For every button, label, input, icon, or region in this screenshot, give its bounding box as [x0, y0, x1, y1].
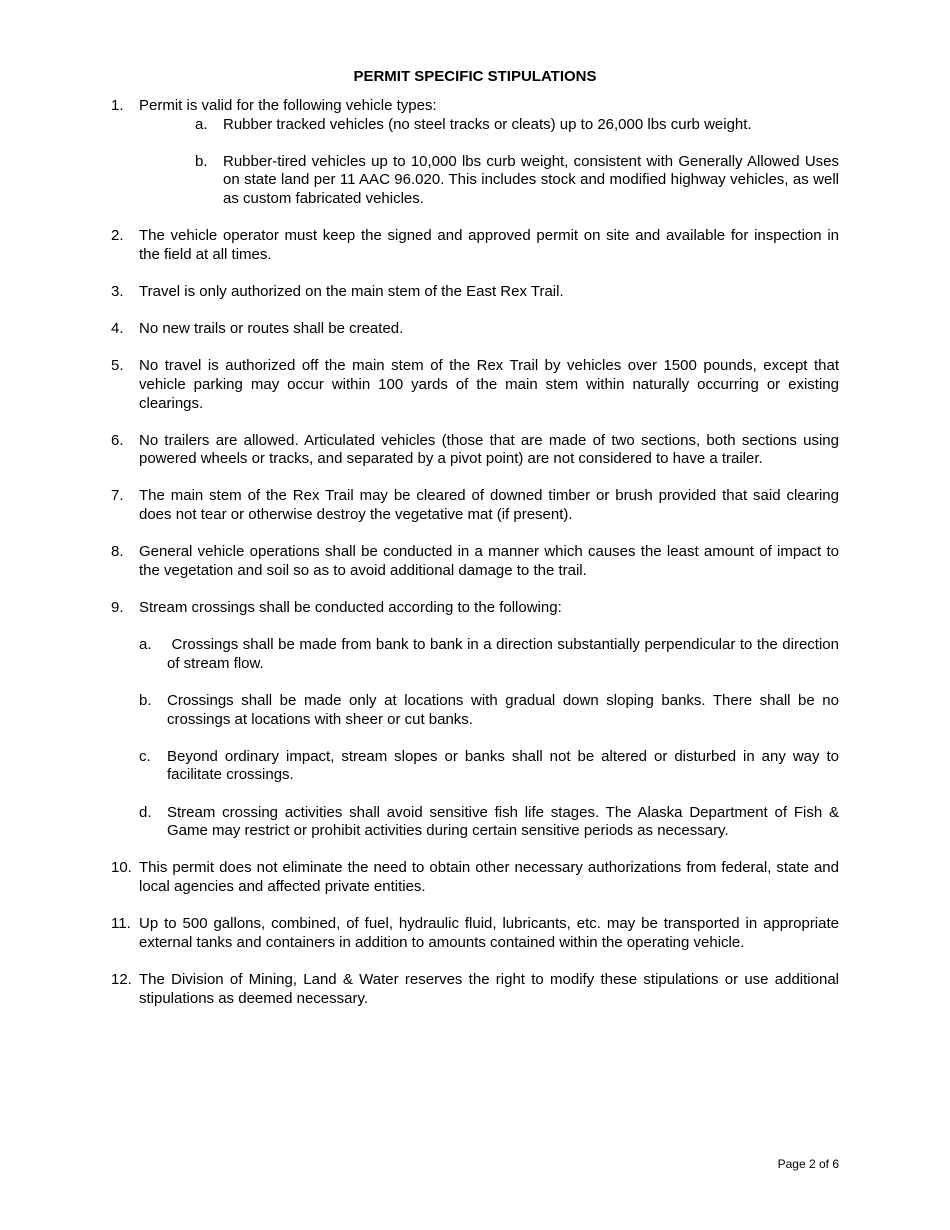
sub-item-text: Crossings shall be made from bank to bank in a direction substantially perpendicular to the direction of stream flow.: [167, 636, 844, 672]
page-number: Page 2 of 6: [777, 1157, 839, 1171]
list-item: [111, 599, 844, 841]
item-text: Up to 500 gallons, combined, of fuel, hydraulic fluid, lubricants, etc. may be transported in appropriate external tanks and containers in addition to amounts contained within the operating vehicle.: [139, 915, 839, 951]
sub-item: [139, 804, 839, 841]
sub-item-letter: b.: [139, 692, 152, 709]
item-number: 11.: [111, 915, 131, 933]
item-text: No trailers are allowed. Articulated vehicles (those that are made of two sections, both sections using powered wheels or tracks, and separated by a pivot point) are not considered to have a trailer.: [139, 431, 839, 468]
item-number: 4.: [111, 320, 124, 338]
sub-item-text: Beyond ordinary impact, stream slopes or banks shall not be altered or disturbed in any way to facilitate crossings.: [167, 747, 839, 784]
sub-item: [195, 153, 839, 209]
sub-item-text: Crossings shall be made only at locations with gradual down sloping banks. There shall be no crossings at locations with sheer or cut banks.: [167, 692, 839, 728]
list-item: [111, 283, 839, 302]
list-item: [111, 432, 839, 469]
item-text: Permit is valid for the following vehicle types:: [139, 97, 437, 114]
list-item: [111, 227, 839, 264]
item-text: No travel is authorized off the main stem of the Rex Trail by vehicles over 1500 pounds, except that vehicle parking may occur within 100 yards of the main stem within naturally occurring or existing clearings.: [139, 357, 839, 412]
sub-item: [139, 748, 839, 785]
list-item: [111, 97, 839, 209]
item-text: Stream crossings shall be conducted according to the following:: [139, 599, 562, 617]
list-item: [111, 543, 839, 580]
list-item: [111, 971, 839, 1008]
item-number: 12.: [111, 970, 132, 988]
item-text: Travel is only authorized on the main stem of the East Rex Trail.: [139, 282, 564, 300]
sub-item-letter: a.: [139, 636, 152, 654]
item-number: 1.: [111, 97, 124, 114]
sub-item-text: Stream crossing activities shall avoid sensitive fish life stages. The Alaska Department of Fish & Game may restrict or prohibit activities during certain sensitive periods as necessary.: [167, 803, 839, 840]
item-text: The vehicle operator must keep the signed and approved permit on site and available for inspection in the field at all times.: [139, 227, 839, 263]
list-item: [111, 915, 839, 952]
sub-item: [195, 116, 839, 135]
list-item: [111, 320, 839, 339]
sub-item-text: Rubber-tired vehicles up to 10,000 lbs curb weight, consistent with Generally Allowed Uses on state land per 11 AAC 96.020. This includes stock and modified highway vehicles, as well as custom fabricated vehicles.: [223, 152, 839, 207]
sub-item-letter: c.: [139, 747, 151, 765]
sub-item-letter: d.: [139, 803, 152, 821]
item-text: General vehicle operations shall be conducted in a manner which causes the least amount of impact to the vegetation and soil so as to avoid additional damage to the trail.: [139, 543, 839, 579]
page-title: PERMIT SPECIFIC STIPULATIONS: [353, 68, 597, 85]
item-number: 2.: [111, 227, 124, 245]
item-number: 5.: [111, 357, 124, 375]
item-text: No new trails or routes shall be created.: [139, 320, 404, 338]
sub-item-letter: a.: [195, 115, 208, 133]
stipulations-list: [111, 97, 844, 1027]
item-number: 6.: [111, 431, 124, 449]
item-number: 3.: [111, 282, 124, 300]
sub-item: [139, 636, 844, 673]
list-item: [111, 859, 839, 896]
item-number: 9.: [111, 599, 124, 617]
item-number: 8.: [111, 543, 124, 561]
item-number: 10.: [111, 859, 132, 877]
sub-item: [139, 692, 839, 729]
list-item: [111, 487, 839, 524]
sub-item-text: Rubber tracked vehicles (no steel tracks or cleats) up to 26,000 lbs curb weight.: [223, 115, 752, 133]
item-text: This permit does not eliminate the need to obtain other necessary authorizations from federal, state and local agencies and affected private entities.: [139, 859, 839, 895]
item-text: The main stem of the Rex Trail may be cleared of downed timber or brush provided that said clearing does not tear or otherwise destroy the vegetative mat (if present).: [139, 487, 839, 524]
sub-item-letter: b.: [195, 152, 208, 170]
item-number: 7.: [111, 487, 124, 505]
item-text: The Division of Mining, Land & Water reserves the right to modify these stipulations or use additional stipulations as deemed necessary.: [139, 970, 839, 1007]
list-item: [111, 357, 839, 413]
